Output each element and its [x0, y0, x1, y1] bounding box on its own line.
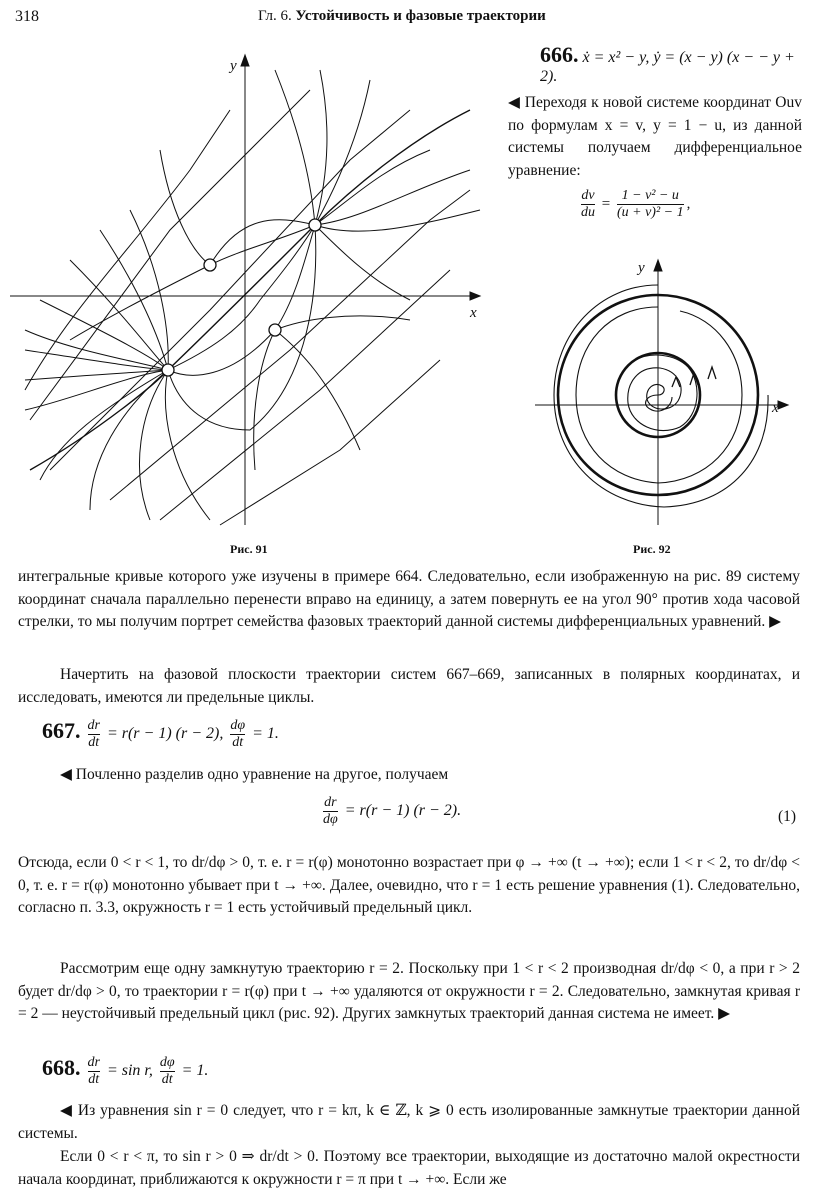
frac-den: dt	[232, 735, 244, 750]
problem-666-equation: ẋ = x² − y, ẏ = (x − y) (x − − y + 2).	[540, 49, 795, 85]
ode-lhs-den: du	[581, 205, 595, 220]
figure-92-limit-cycles	[530, 255, 800, 530]
ode-rhs-num: 1 − v² − u	[621, 188, 679, 203]
problem-667-head	[42, 718, 279, 751]
fig92-x-label: x	[772, 400, 779, 416]
problem-668-eq1: = sin r,	[106, 1062, 153, 1080]
fig91-caption: Рис. 91	[230, 542, 268, 556]
frac-num: dφ	[230, 718, 246, 733]
problem-668-eq2: = 1.	[181, 1062, 209, 1080]
frac-den: dφ	[323, 812, 338, 827]
fig92-caption: Рис. 92	[633, 542, 671, 556]
frac-den: dt	[88, 1072, 100, 1087]
problem-666-ode: $\frac{dv}{du}$ = $\frac{\text{1 − v² − u}}{\text{(u + v)² − 1}}$ ,	[581, 188, 691, 220]
page-number: 318	[15, 8, 39, 25]
fig92-y-arrow	[654, 260, 662, 271]
problem-668-p1: ◀ Из уравнения sin r = 0 следует, что r = kπ, k ∈ ℤ, k ⩾ 0 есть изолированные замкнутые траектории данной системы.	[18, 1102, 800, 1142]
problem-667-p2: Отсюда, если 0 < r < 1, то dr/dφ > 0, т. е. r = r(φ) монотонно возрастает при φ → +∞ (t → +∞); если 1 < r < 2, то dr/dφ < 0, т. е. r = r(φ) монотонно убывает при t → +∞. Далее, очевидно, что r = 1 есть решение уравнения (1). Следовательно, согласно п. 3.3, окружность r = 1 есть устойчивый предельный цикл.	[18, 854, 800, 916]
section-intro: Начертить на фазовой плоскости траектории систем 667–669, записанных в полярных координатах, и исследовать, имеются ли предельные циклы.	[18, 666, 800, 706]
frac-den: dt	[88, 735, 100, 750]
equation-1-label: (1)	[778, 808, 797, 825]
problem-667-p1: ◀ Почленно разделив одно уравнение на другое, получаем	[60, 766, 449, 783]
fig91-x-arrow	[470, 292, 480, 300]
fig91-y-label: y	[230, 58, 237, 74]
problem-667-eq2: = 1.	[252, 725, 279, 743]
problem-667-p3: Рассмотрим еще одну замкнутую траекторию r = 2. Поскольку при 1 < r < 2 производная dr/dφ < 0, а при r > 2 будет dr/dφ > 0, то траектории r = r(φ) при t → +∞ удаляются от окружности r = 2. Следовательно, замкнутая кривая r = 2 — неустойчивый предельный цикл (рис. 92). Других замкнутых траекторий данная система не имеет. ▶	[18, 960, 800, 1022]
figure-91-phase-portrait	[10, 50, 490, 530]
fig91-y-arrow	[241, 55, 249, 66]
problem-667-number: 667.	[42, 718, 81, 744]
problem-666-number: 666.	[540, 42, 579, 67]
problem-668-number: 668.	[42, 1055, 81, 1081]
equation-1	[320, 795, 461, 828]
chapter-label: Гл. 6.	[258, 8, 292, 24]
problem-666-head	[540, 42, 802, 86]
fig92-y-label: y	[638, 260, 645, 276]
frac-num: dr	[87, 718, 100, 733]
problem-668-p2: Если 0 < r < π, то sin r > 0 ⇒ dr/dt > 0. Поэтому все траектории, выходящие из достаточно малой окрестности начала координат, приближаются к окружности r = π при t → +∞. Если же	[18, 1148, 800, 1188]
frac-den: dt	[161, 1072, 173, 1087]
fig91-equilibrium-point	[204, 259, 216, 271]
frac-num: dr	[324, 795, 337, 810]
fig91-equilibrium-point	[162, 364, 174, 376]
frac-num: dφ	[159, 1055, 175, 1070]
frac-num: dr	[87, 1055, 100, 1070]
problem-666-continuation: интегральные кривые которого уже изучены в примере 664. Следовательно, если изображенную на рис. 89 систему координат сначала параллельно перенести вправо на единицу, а затем повернуть ее на угол 90° против хода часовой стрелки, то мы получим портрет семейства фазовых траекторий данной системы дифференциальных уравнений. ▶	[18, 568, 800, 630]
fig91-equilibrium-point	[309, 219, 321, 231]
equation-1-rhs: = r(r − 1) (r − 2).	[344, 802, 462, 820]
ode-rhs-den: (u + v)² − 1	[616, 205, 684, 220]
fig91-equilibrium-point	[269, 324, 281, 336]
problem-667-eq1: = r(r − 1) (r − 2),	[106, 725, 224, 743]
problem-666-text: ◀ Переходя к новой системе координат Ouv по формулам x = v, y = 1 − u, из данной системы получаем дифференциальное уравнение:	[508, 94, 802, 179]
running-header	[258, 8, 546, 25]
chapter-title: Устойчивость и фазовые траектории	[295, 8, 546, 24]
fig92-x-arrow	[778, 401, 788, 409]
ode-lhs-num: dv	[581, 188, 595, 203]
fig91-x-label: x	[470, 305, 477, 321]
problem-668-head	[42, 1055, 208, 1088]
